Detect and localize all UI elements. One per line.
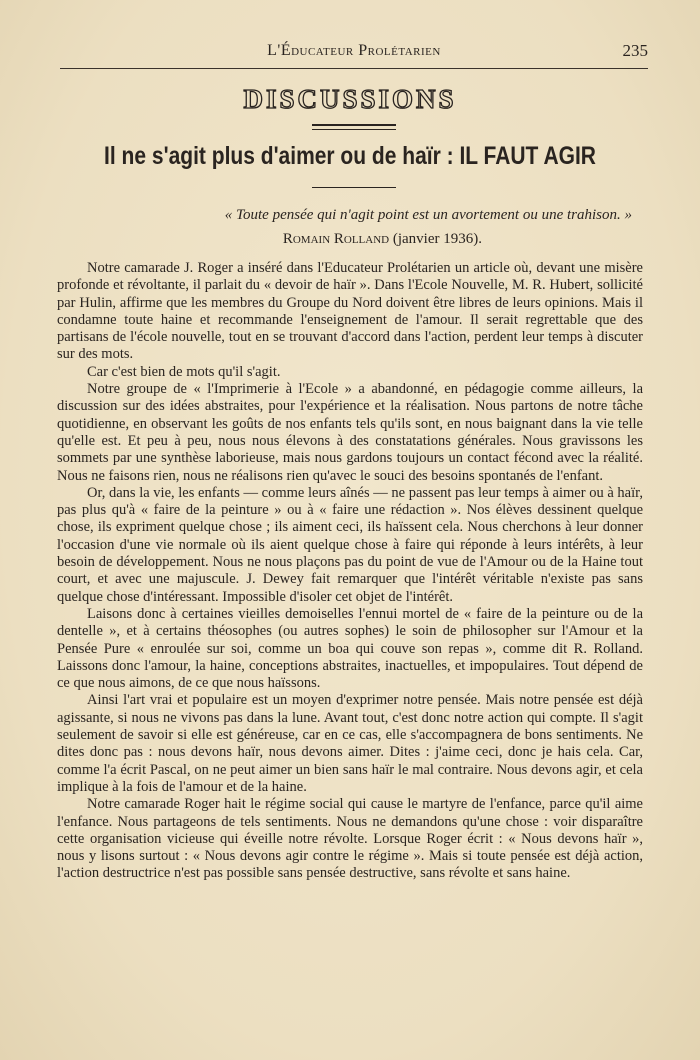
paragraph: Or, dans la vie, les enfants — comme leurs aînés — ne passent pas leur temps à aimer ou à haïr, pas plus qu'à « faire de la peinture » ou à « faire une rédaction ». Nos élèves dessinent quelque chose, ils expriment quelque chose ; ils aiment ceci, ils haïssent cela. Nous cherchons à leur donner l'occasion d'une vie normale où ils aient quelque chose à faire qui réponde à leurs intérêts, à leur besoin de développement. Nous ne nous plaçons pas du point de vue de l'Amour ou de la Haine tout court, et avec une majuscule. J. Dewey fait remarquer que l'intérêt véritable n'existe pas sans quelque chose d'intéressant. Impossible d'isoler cet objet de l'intérêt. [57,484,643,605]
epigraph-quote: « Toute pensée qui n'agit point est un avortement ou une trahison. » [224,207,632,223]
paragraph: Notre camarade J. Roger a inséré dans l'Educateur Prolétarien un article où, devant une misère profonde et révoltante, il parlait du « devoir de haïr ». Dans l'Ecole Nouvelle, M. R. Hubert, sollicité par Hulin, affirme que les membres du Groupe du Nord doivent être libres de leurs opinions. Mais il condamne toute haine et recommande l'enseignement de l'amour. Il serait regrettable que des partisans de l'école nouvelle, tout en se trouvant d'accord dans l'action, perdent leur temps à discuter sur des mots. [57,260,643,363]
title-rule-thin [312,129,396,130]
title-rule [312,124,396,126]
article-title: Il ne s'agit plus d'aimer ou de haïr : IL FAUT AGIR [104,142,596,170]
epigraph-author: Romain Rolland [282,231,390,247]
epigraph-attribution [100,231,482,248]
journal-name: L'Éducateur Prolétarien [267,42,441,59]
running-header [60,38,648,69]
paragraph: Laisons donc à certaines vieilles demoiselles l'ennui mortel de « faire de la peinture ou de la dentelle », et à certains théosophes (ou autres sophes) le soin de philosopher sur l'Amour et la Pensée Pure « enroulée sur soi, comme un boa qui couve son repas », comme dit R. Rolland. Laissons donc l'amour, la haine, conceptions abstraites, inactuelles, et impopulaires. Tout dépend de ce que nous aimons, de ce que nous haïssons. [57,605,643,692]
paragraph: Notre groupe de « l'Imprimerie à l'Ecole » a abandonné, en pédagogie comme ailleurs, la discussion sur des idées abstraites, pour l'expérience et la réalisation. Nous partons de notre tâche quotidienne, en observant les goûts de nos enfants tels qu'ils sont, en nous baignant dans la vie telle qu'elle est. Et peu à peu, nous nous élevons à des constatations générales. Nous gravissons les sommets par une synthèse laborieuse, mais nous gardons toujours un contact fécond avec la réalité. Nous ne faisons rien, nous ne réalisons rien qu'avec le souci des besoins spontanés de l'enfant. [57,381,643,484]
epigraph-date: (janvier 1936). [392,231,482,247]
paragraph: Ainsi l'art vrai et populaire est un moyen d'exprimer notre pensée. Mais notre pensée est déjà agissante, si nous ne vivons pas dans la lune. Avant tout, c'est donc notre action qui compte. Il s'agit seulement de savoir si elle est généreuse, car en ce cas, elle s'accompagnera de bons sentiments. Ne dites donc pas : nous devons haïr, nous devons aimer. Dites : j'aime ceci, donc je hais cela. Car, comme l'a écrit Pascal, on ne peut aimer un bien sans haïr le mal contraire. Nous devons agir, et cela implique à la fois de l'amour et de la haine. [57,692,643,795]
article-body [57,260,643,883]
article-rule [312,187,396,188]
page-number: 235 [622,41,648,60]
section-title: DISCUSSIONS [243,84,457,114]
paragraph: Car c'est bien de mots qu'il s'agit. [87,363,281,380]
paragraph: Notre camarade Roger hait le régime social qui cause le martyre de l'enfance, parce qu'il aime l'enfance. Nous partageons de tels sentiments. Nous ne demandons qu'une chose : voir disparaître cette organisation vicieuse qui éveille notre révolte. Lorsque Roger écrit : « Nous devons haïr », nous y lisons surtout : « Nous devons agir contre le régime ». Mais si toute pensée est déjà action, l'action destructrice n'est pas possible sans pensée destructive, sans révolte et sans haine. [57,796,643,882]
